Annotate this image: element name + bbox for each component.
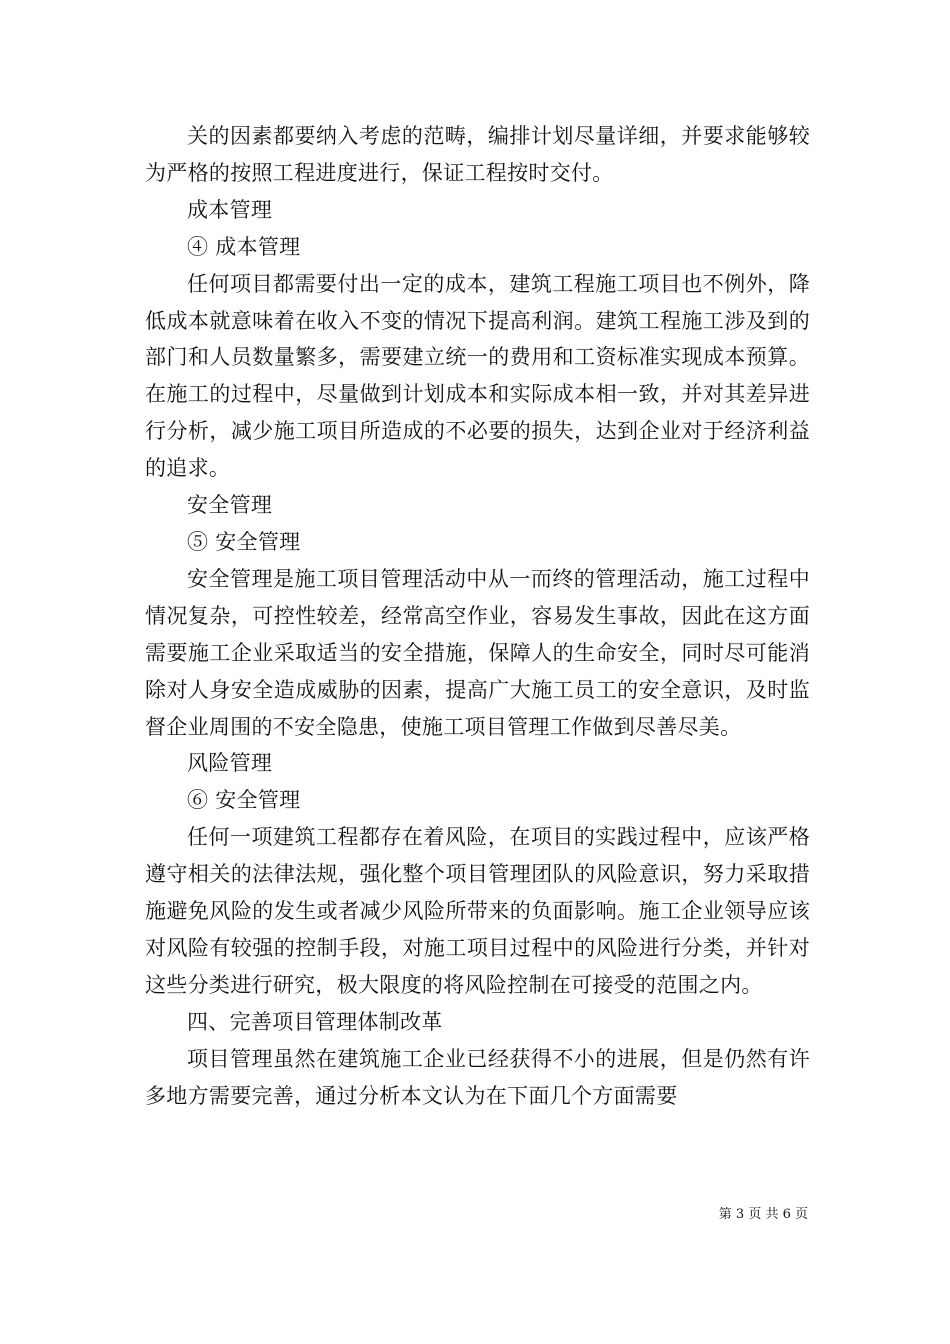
heading-safety-management: 安全管理	[187, 493, 273, 518]
page-number-footer: 第 3 页 共 6 页	[718, 1207, 808, 1222]
paragraph-safety-management: 安全管理是施工项目管理活动中从一而终的管理活动，施工过程中情况复杂，可控性较差，经常高空作业，容易发生事故，因此在这方面需要施工企业采取适当的安全措施，保障人的生命安全，同时尽可能消除对人身安全造成威胁的因素，提高广大施工员工的安全意识，及时监督企业周围的不安全隐患，使施工项目管理工作做到尽善尽美。	[145, 566, 810, 739]
heading-safety-management-numbered: ⑤ 安全管理	[187, 529, 301, 554]
heading-risk-management: 风险管理	[187, 751, 273, 776]
heading-risk-management-numbered: ⑥ 安全管理	[187, 788, 301, 813]
paragraph-cost-management: 任何项目都需要付出一定的成本，建筑工程施工项目也不例外，降低成本就意味着在收入不变的情况下提高利润。建筑工程施工涉及到的部门和人员数量繁多，需要建立统一的费用和工资标准实现成本预算。在施工的过程中，尽量做到计划成本和实际成本相一致，并对其差异进行分析，减少施工项目所造成的不必要的损失，达到企业对于经济利益的追求。	[145, 271, 810, 481]
paragraph-section-four-intro: 项目管理虽然在建筑施工企业已经获得不小的进展，但是仍然有许多地方需要完善，通过分析本文认为在下面几个方面需要	[145, 1046, 810, 1108]
heading-section-four: 四、完善项目管理体制改革	[187, 1009, 443, 1034]
document-body	[145, 118, 810, 1114]
heading-cost-management: 成本管理	[187, 197, 273, 222]
paragraph-schedule-end: 关的因素都要纳入考虑的范畴，编排计划尽量详细，并要求能够较为严格的按照工程进度进行，保证工程按时交付。	[145, 124, 810, 185]
heading-cost-management-numbered: ④ 成本管理	[187, 234, 301, 259]
paragraph-risk-management: 任何一项建筑工程都存在着风险，在项目的实践过程中，应该严格遵守相关的法律法规，强化整个项目管理团队的风险意识，努力采取措施避免风险的发生或者减少风险所带来的负面影响。施工企业领导应该对风险有较强的控制手段，对施工项目过程中的风险进行分类，并针对这些分类进行研究，极大限度的将风险控制在可接受的范围之内。	[145, 825, 810, 997]
